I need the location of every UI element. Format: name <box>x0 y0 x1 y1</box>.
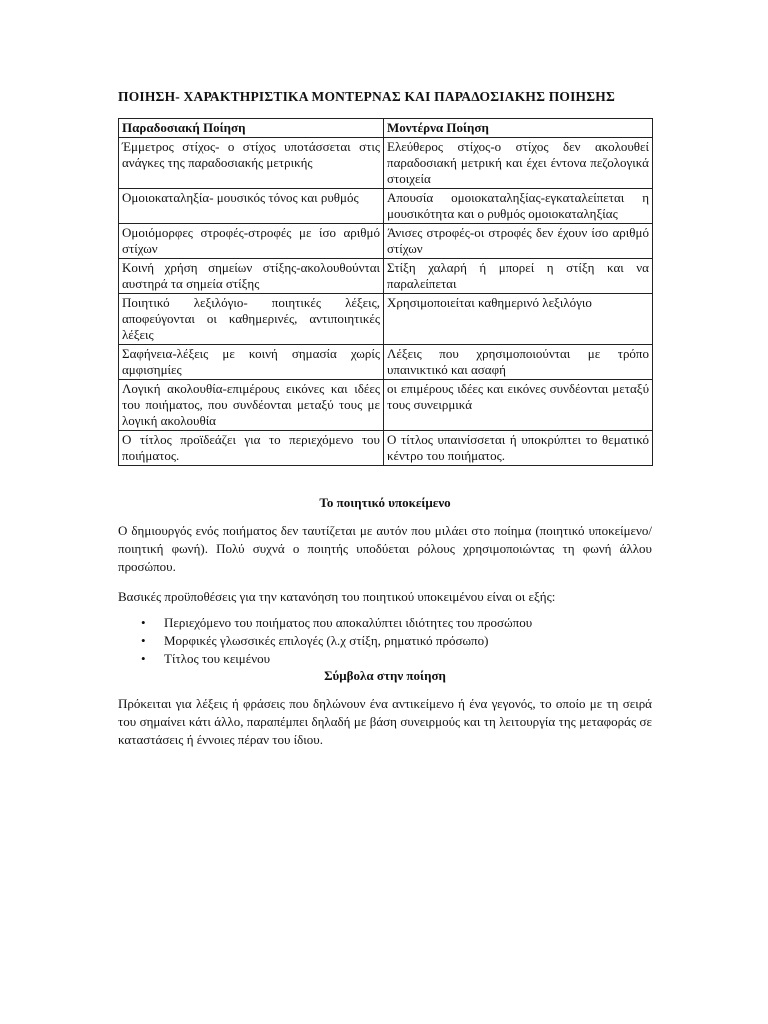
cell-traditional: Λογική ακολουθία-επιμέρους εικόνες και ιδέες του ποιήματος, που συνδέονται μεταξύ τους με λογική ακολουθία <box>119 380 384 431</box>
cell-traditional: Ομοιοκαταληξία- μουσικός τόνος και ρυθμός <box>119 189 384 224</box>
cell-modern: οι επιμέρους ιδέες και εικόνες συνδέονται μεταξύ τους συνειρμικά <box>384 380 653 431</box>
table-row <box>119 189 653 224</box>
cell-modern: Χρησιμοποιείται καθημερινό λεξιλόγιο <box>384 294 653 345</box>
bullet-icon: • <box>141 633 146 648</box>
cell-modern: Λέξεις που χρησιμοποιούνται με τρόπο υπαινικτικό και ασαφή <box>384 345 653 380</box>
comparison-table <box>118 118 653 466</box>
cell-modern: Απουσία ομοιοκαταληξίας-εγκαταλείπεται η μουσικότητα και ο ρυθμός ομοιοκαταληξίας <box>384 189 653 224</box>
cell-traditional: Ποιητικό λεξιλόγιο- ποιητικές λέξεις, αποφεύγονται οι καθημερινές, αντιποιητικές λέξεις <box>119 294 384 345</box>
cell-traditional: Ο τίτλος προϊδεάζει για το περιεχόμενο του ποιήματος. <box>119 431 384 466</box>
bullet-icon: • <box>141 651 146 666</box>
header-traditional: Παραδοσιακή Ποίηση <box>119 119 384 138</box>
table-row <box>119 224 653 259</box>
table-row <box>119 345 653 380</box>
table-row <box>119 294 653 345</box>
page-content <box>118 88 652 749</box>
list-item-text: Μορφικές γλωσσικές επιλογές (λ.χ στίξη, ρηματικό πρόσωπο) <box>164 633 489 648</box>
cell-modern: Άνισες στροφές-οι στροφές δεν έχουν ίσο αριθμό στίχων <box>384 224 653 259</box>
section-title-symbols: Σύμβολα στην ποίηση <box>324 668 446 683</box>
cell-traditional: Κοινή χρήση σημείων στίξης-ακολουθούνται αυστηρά τα σημεία στίξης <box>119 259 384 294</box>
section-title-poetic-subject: Το ποιητικό υποκείμενο <box>319 495 451 510</box>
cell-traditional: Έμμετρος στίχος- ο στίχος υποτάσσεται στις ανάγκες της παραδοσιακής μετρικής <box>119 138 384 189</box>
table-row <box>119 259 653 294</box>
list-item <box>118 632 652 650</box>
paragraph-prerequisites: Βασικές προϋποθέσεις για την κατανόηση του ποιητικού υποκειμένου είναι οι εξής: <box>118 589 556 604</box>
list-item-text: Περιεχόμενο του ποιήματος που αποκαλύπτει ιδιότητες του προσώπου <box>164 615 533 630</box>
header-modern: Μοντέρνα Ποίηση <box>384 119 653 138</box>
cell-modern: Ελεύθερος στίχος-ο στίχος δεν ακολουθεί παραδοσιακή μετρική και έχει έντονα πεζολογικά στοιχεία <box>384 138 653 189</box>
cell-traditional: Ομοιόμορφες στροφές-στροφές με ίσο αριθμό στίχων <box>119 224 384 259</box>
prerequisites-list <box>118 614 652 668</box>
table-row <box>119 380 653 431</box>
table-header-row <box>119 119 653 138</box>
list-item-text: Τίτλος του κειμένου <box>164 651 271 666</box>
table-row <box>119 138 653 189</box>
cell-traditional: Σαφήνεια-λέξεις με κοινή σημασία χωρίς αμφισημίες <box>119 345 384 380</box>
document-title: ΠΟΙΗΣΗ- ΧΑΡΑΚΤΗΡΙΣΤΙΚΑ ΜΟΝΤΕΡΝΑΣ ΚΑΙ ΠΑΡΑΔΟΣΙΑΚΗΣ ΠΟΙΗΣΗΣ <box>118 89 616 104</box>
cell-modern: Ο τίτλος υπαινίσσεται ή υποκρύπτει το θεματικό κέντρο του ποιήματος. <box>384 431 653 466</box>
bullet-icon: • <box>141 615 146 630</box>
list-item <box>118 650 652 668</box>
cell-modern: Στίξη χαλαρή ή μπορεί η στίξη και να παραλείπεται <box>384 259 653 294</box>
list-item <box>118 614 652 632</box>
table-row <box>119 431 653 466</box>
paragraph-symbols: Πρόκειται για λέξεις ή φράσεις που δηλώνουν ένα αντικείμενο ή ένα γεγονός, το οποίο με τη σειρά του σημαίνει κάτι άλλο, παραπέμπει δηλαδή με βάση συνειρμούς και τη λειτουργία της μεταφοράς σε καταστάσεις ή έννοιες πέραν του ίδιου. <box>118 696 652 747</box>
paragraph-poetic-subject: Ο δημιουργός ενός ποιήματος δεν ταυτίζεται με αυτόν που μιλάει στο ποίημα (ποιητικό υποκείμενο/ποιητική φωνή). Πολύ συχνά ο ποιητής υποδύεται ρόλους χρησιμοποιώντας τη φωνή άλλου προσώπου. <box>118 523 652 574</box>
